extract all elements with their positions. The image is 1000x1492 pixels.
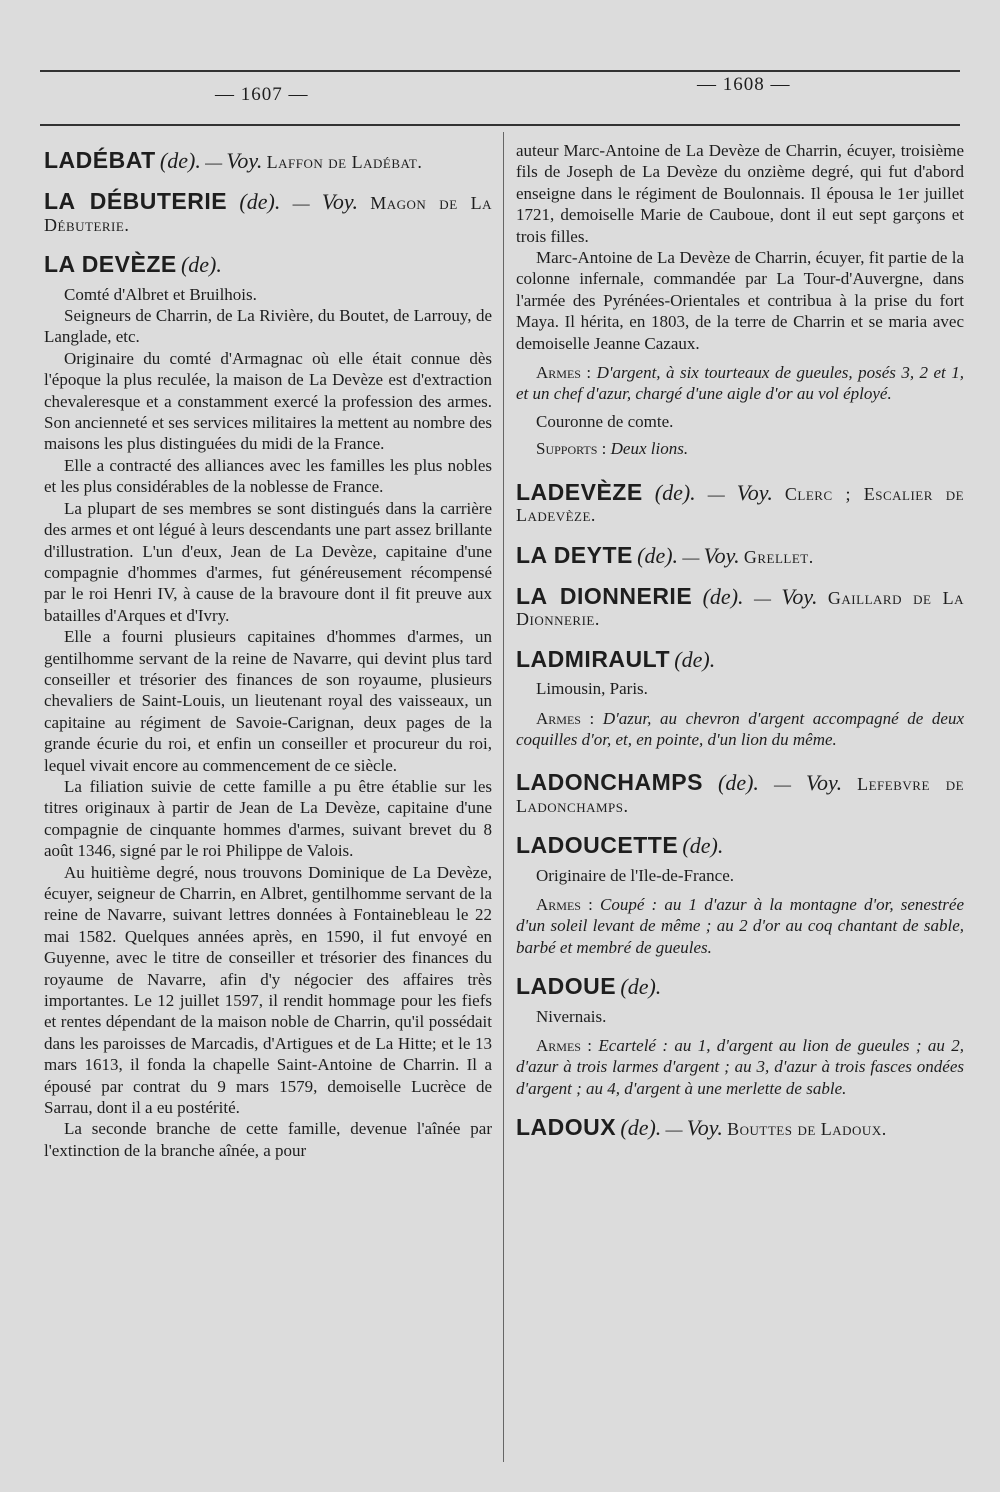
entry-ladoucette bbox=[516, 832, 964, 859]
entry-name: LADÉBAT bbox=[44, 147, 156, 173]
entry-ladmirault bbox=[516, 645, 964, 672]
entry-ladeveze bbox=[516, 478, 965, 527]
entry-voy: Voy. bbox=[781, 583, 818, 609]
supports-label: Supports : bbox=[536, 439, 607, 459]
entry-dash: — bbox=[682, 547, 700, 567]
paragraph: Au huitième degré, nous trouvons Dominique de La Devèze, écuyer, seigneur de Charrin, en Albret, gentilhomme servant de la reine de Navarre, suivant lettres données à Fontainebleau le 22 mai 1582. Quelques années après, en 1590, il fut envoyé en Guyenne, avec le titre de conseiller et trésorier des finances du royaume de Navarre, afin d'y négocier des affaires très importantes. Le 12 juillet 1597, il rendit hommage pour les fiefs et rentes dépendant de la maison noble de Charrin, qu'il possédait dans les paroisses de Marcadis, d'Artigues et de La Hitte; et le 13 mars 1613, il fonda la chapelle Saint-Antoine de Charrin. Il a épousé par contrat du 9 mars 1579, demoiselle Lucrèce de Sarrau, dont il a eu postérité. bbox=[44, 862, 492, 1118]
paragraph: Originaire du comté d'Armagnac où elle était connue dès l'époque la plus reculée, la maison de La Devèze est d'extraction chevaleresque et a constamment exercé la profession des armes. Son ancienneté et ses services militaires la mettent au nombre des maisons les plus distinguées du midi de la France. bbox=[44, 348, 492, 454]
entry-particle: (de). bbox=[637, 542, 679, 568]
origin-text: Limousin, Paris. bbox=[536, 679, 648, 699]
paragraph: La seconde branche de cette famille, devenue l'aînée par l'extinction de la branche aînée, a pour bbox=[44, 1119, 492, 1160]
arms-label: Armes : bbox=[536, 894, 593, 914]
entry-la-deveze bbox=[44, 251, 492, 278]
entry-particle: (de). bbox=[682, 833, 724, 859]
arms-text: D'azur, au chevron d'argent accompagné de deux coquilles d'or, et, en pointe, d'un lion du même. bbox=[516, 708, 964, 749]
arms-label: Armes : bbox=[536, 708, 595, 728]
paragraph: Comté d'Albret et Bruilhois. bbox=[64, 284, 257, 304]
entry-particle: (de). bbox=[718, 770, 759, 796]
arms-text: Coupé : au 1 d'azur à la montagne d'or, senestrée d'un soleil levant de même ; au 2 d'or au coq chantant de sable, barbé et membré de gueules. bbox=[516, 894, 964, 957]
paragraph: Elle a fourni plusieurs capitaines d'hommes d'armes, un gentilhomme servant de la reine de Navarre, qui devint plus tard conseiller et trésorier des finances de son royaume, plusieurs chevaliers de Saint-Louis, un lieutenant royal des vaisseaux, un capitaine au régiment de Savoie-Carignan, deux pages de la grande écurie du roi, et enfin un conseiller et procureur du roi, lequel vivait encore au commencement de ce siècle. bbox=[44, 627, 492, 775]
entry-dash: — bbox=[205, 153, 223, 172]
entry-dash: — bbox=[773, 775, 791, 795]
entry-ladebat bbox=[44, 147, 492, 173]
paragraph: Marc-Antoine de La Devèze de Charrin, écuyer, fit partie de la colonne infernale, commandée par La Tour-d'Auvergne, dans l'armée des Pyrénées-Orientales et contribua à la prise du fort Maya. Il hérita, en 1803, de la terre de Charrin et se maria avec demoiselle Jeanne Cazaux. bbox=[516, 248, 964, 353]
origin-text: Nivernais. bbox=[536, 1006, 607, 1026]
entry-voy: Voy. bbox=[686, 1115, 723, 1141]
entry-voy: Voy. bbox=[226, 148, 263, 173]
entry-name: LA DÉBUTERIE bbox=[44, 188, 228, 215]
origin-text: Originaire de l'Ile-de-France. bbox=[536, 865, 734, 885]
arms-description bbox=[516, 1035, 964, 1099]
entry-particle: (de). bbox=[159, 148, 201, 173]
entry-ladoux bbox=[516, 1114, 964, 1141]
arms-text: D'argent, à six tourteaux de gueules, posés 3, 2 et 1, et un chef d'azur, chargé d'une aigle d'or au vol éployé. bbox=[516, 363, 964, 404]
arms-description bbox=[516, 708, 964, 751]
entry-name: LADEVÈZE bbox=[516, 478, 643, 505]
entry-particle: (de). bbox=[674, 646, 716, 672]
entry-name: LA DIONNERIE bbox=[516, 582, 693, 609]
entry-la-debuterie bbox=[44, 188, 493, 236]
entry-dash: — bbox=[292, 194, 310, 214]
entry-reference: Clerc ; Escalier de Ladevèze. bbox=[516, 483, 965, 526]
entry-voy: Voy. bbox=[806, 770, 843, 796]
entry-particle: (de). bbox=[180, 252, 222, 278]
paragraph: auteur Marc-Antoine de La Devèze de Charrin, écuyer, troisième fils de Joseph de La Devèze du onzième degré, qui fut d'abord enseigne dans le régiment de Boulonnais. Il épousa le 1er juillet 1721, demoiselle Marie de Cauboue, dont il eut sept garçons et trois filles. bbox=[516, 141, 964, 246]
supports-description bbox=[516, 438, 964, 459]
page-number-left: — 1607 — bbox=[215, 84, 309, 105]
header-rule-top bbox=[40, 70, 960, 72]
entry-reference: Bouttes de Ladoux. bbox=[727, 1119, 887, 1140]
paragraph: La filiation suivie de cette famille a pu être établie sur les titres originaux à partir de Jean de La Devèze, capitaine d'une compagnie de cinquante hommes d'armes, suivant brevet du 8 août 1346, signé par le roi Philippe de Valois. bbox=[44, 776, 492, 861]
entry-reference: Gaillard de La Dionnerie. bbox=[516, 587, 965, 630]
arms-text: Ecartelé : au 1, d'argent au lion de gueules ; au 2, d'azur à trois larmes d'argent ; au 3, d'azur à trois fasces ondées d'argent ; au 4, d'argent à une merlette de sable. bbox=[516, 1036, 964, 1098]
entry-ladonchamps bbox=[516, 769, 965, 817]
entry-particle: (de). bbox=[239, 189, 281, 215]
entry-name: LADMIRAULT bbox=[516, 645, 671, 672]
entry-ladoue bbox=[516, 973, 964, 1000]
entry-name: LADOUX bbox=[516, 1114, 617, 1141]
paragraph: Elle a contracté des alliances avec les familles les plus nobles et les plus considérables de la noblesse de France. bbox=[44, 455, 492, 497]
entry-voy: Voy. bbox=[736, 479, 773, 505]
entry-reference: Grellet. bbox=[743, 546, 814, 567]
supports-text: Deux lions. bbox=[610, 439, 689, 459]
right-column bbox=[516, 140, 964, 1143]
entry-reference: Magon de La Débuterie. bbox=[44, 193, 493, 235]
entry-dash: — bbox=[707, 484, 725, 504]
arms-description bbox=[516, 894, 964, 958]
arms-label: Armes : bbox=[536, 1036, 593, 1055]
entry-particle: (de). bbox=[620, 974, 662, 1000]
entry-particle: (de). bbox=[702, 583, 744, 609]
entry-name: LA DEVÈZE bbox=[44, 251, 177, 278]
entry-voy: Voy. bbox=[321, 189, 358, 215]
entry-name: LADOUE bbox=[516, 973, 617, 1000]
left-column bbox=[44, 140, 492, 1161]
entry-reference: Laffon de Ladébat. bbox=[266, 152, 423, 172]
entry-name: LADOUCETTE bbox=[516, 832, 679, 859]
entry-voy: Voy. bbox=[703, 542, 740, 568]
header-rule-bottom bbox=[40, 124, 960, 126]
crown-text: Couronne de comte. bbox=[536, 411, 674, 431]
page-number-right: — 1608 — bbox=[697, 74, 791, 95]
entry-dash: — bbox=[665, 1120, 683, 1140]
entry-particle: (de). bbox=[654, 479, 696, 505]
paragraph: Seigneurs de Charrin, de La Rivière, du Boutet, de Larrouy, de Langlade, etc. bbox=[44, 306, 492, 347]
entry-particle: (de). bbox=[620, 1115, 662, 1141]
entry-la-dionnerie bbox=[516, 582, 965, 631]
arms-description bbox=[516, 362, 964, 405]
entry-la-deyte bbox=[516, 541, 964, 568]
entry-name: LA DEYTE bbox=[516, 541, 633, 568]
entry-dash: — bbox=[753, 588, 771, 608]
column-separator bbox=[503, 132, 504, 1462]
entry-name: LADONCHAMPS bbox=[516, 769, 703, 796]
entry-reference: Lefebvre de Ladonchamps. bbox=[516, 774, 965, 816]
paragraph: La plupart de ses membres se sont distingués dans la carrière des armes et ont légué à leurs descendants une part assez brillante d'illustration. L'un d'eux, Jean de La Devèze, capitaine d'une compagnie d'hommes d'armes, fut généreusement récompensé par le roi Henri IV, à cause de la bravoure dont il fit preuve aux batailles d'Arques et d'Ivry. bbox=[44, 498, 492, 625]
arms-label: Armes : bbox=[536, 363, 592, 383]
